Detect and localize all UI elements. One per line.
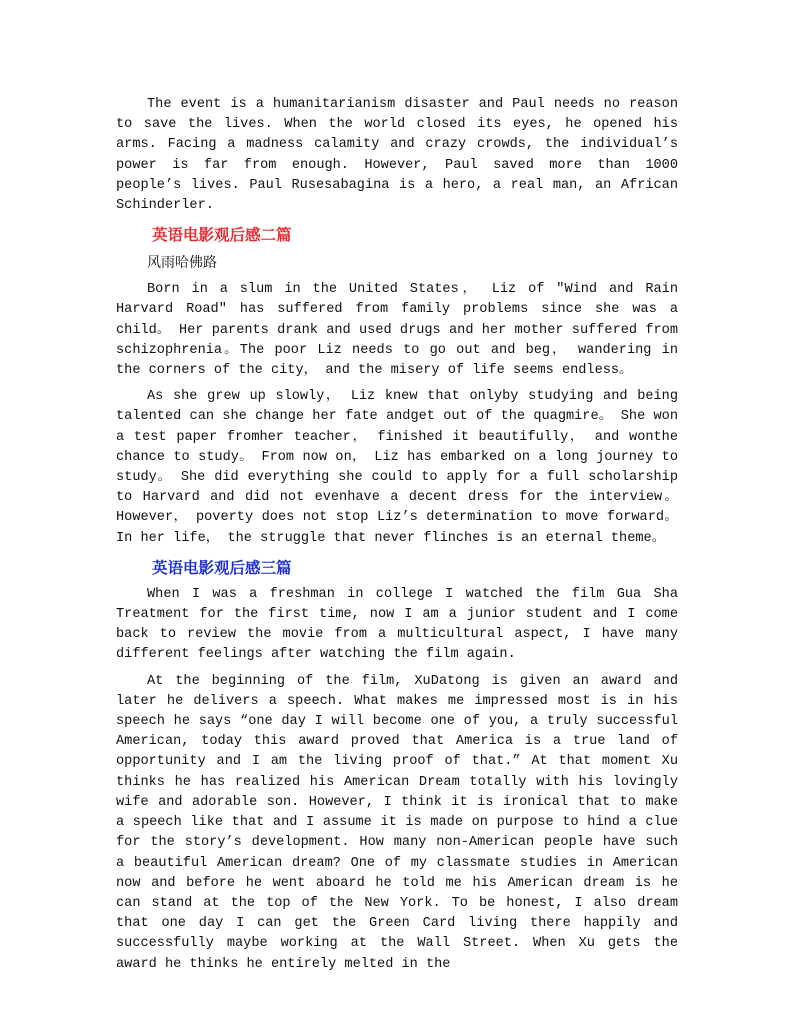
paragraph-gua-sha-intro: When I was a freshman in college I watched the film Gua Sha Treatment for the first time, now I am a junior student and I come back to review the movie from a multicultural aspect, I have many different feelings after watching the film again. <box>116 586 678 663</box>
section-heading-three: 英语电影观后感三篇 <box>152 557 292 577</box>
paragraph-liz-study: As she grew up slowly， Liz knew that onlyby studying and being talented can she change her fate andget out of the quagmire。 She won a test paper fromher teacher， finished it beautifully， and wonthe chance to study。 From now on， Liz has embarked on a long journey to study。 She did everything she could to apply for a full scholarship to Harvard and did not evenhave a decent dress for the interview。 However， poverty does not stop Liz’s determination to move forward。 In her life， the struggle that never flinches is an eternal theme。 <box>116 389 678 546</box>
film-title: 风雨哈佛路 <box>147 255 217 272</box>
document-page <box>116 95 678 981</box>
paragraph-gua-sha-speech: At the beginning of the film, XuDatong is given an award and later he delivers a speech. What makes me impressed most is in his speech he says “one day I will become one of you, a truly successful American, today this award proved that America is a true land of opportunity and I am the living proof of that.” At that moment Xu thinks he has realized his American Dream totally with his lovingly wife and adorable son. However, I think it is ironical that to make a speech like that and I assume it is made on purpose to hind a clue for the story’s development. How many non-American people have such a beautiful American dream? One of my classmate studies in American now and before he went aboard he told me his American dream is he can stand at the top of the New York. To be honest, I also dream that one day I can get the Green Card living there happily and successfully maybe working at the Wall Street. When Xu gets the award he thinks he entirely melted in the <box>116 673 678 972</box>
paragraph-liz-childhood: Born in a slum in the United States， Liz of ″Wind and Rain Harvard Road″ has suffered from family problems since she was a child。 Her parents drank and used drugs and her mother suffered from schizophrenia。The poor Liz needs to go out and beg， wandering in the corners of the city， and the misery of life seems endless。 <box>116 282 678 379</box>
section-heading-two: 英语电影观后感二篇 <box>152 225 292 245</box>
paragraph-paul-hero: The event is a humanitarianism disaster and Paul needs no reason to save the lives. When the world closed its eyes, he opened his arms. Facing a madness calamity and crazy crowds, the individual’s power is far from enough. However, Paul saved more than 1000 people’s lives. Paul Rusesabagina is a hero, a real man, an African Schinderler. <box>116 97 678 214</box>
